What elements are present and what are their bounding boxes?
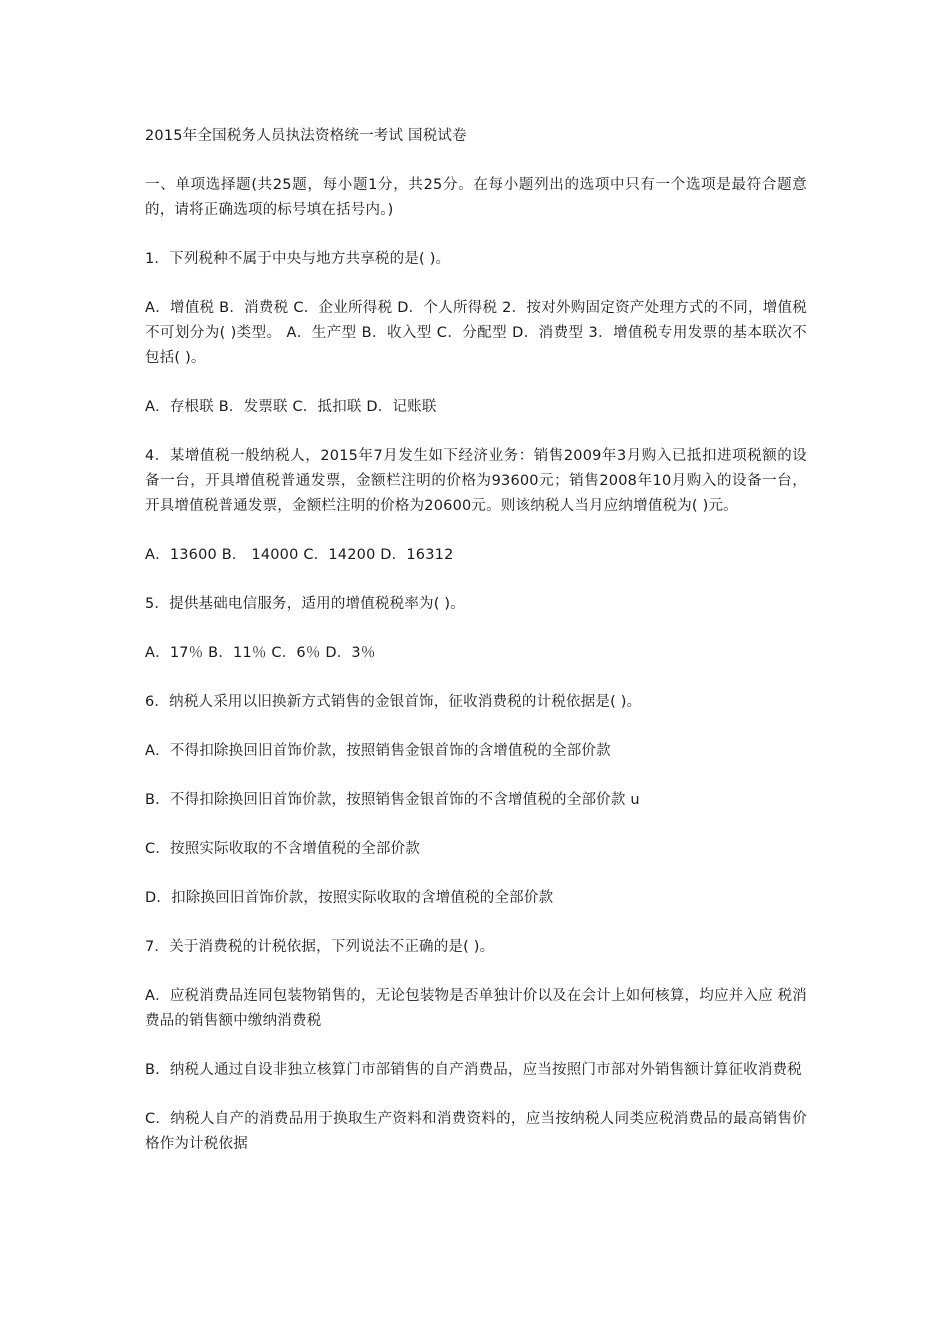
question-6: 6．纳税人采用以旧换新方式销售的金银首饰，征收消费税的计税依据是( )。 xyxy=(145,694,642,710)
question-6-option-c: C．按照实际收取的不含增值税的全部价款 xyxy=(145,841,420,857)
question-4-options: A．13600 B． 14000 C．14200 D．16312 xyxy=(145,547,454,563)
question-7: 7．关于消费税的计税依据，下列说法不正确的是( )。 xyxy=(145,939,495,955)
question-6-option-a: A．不得扣除换回旧首饰价款，按照销售金银首饰的含增值税的全部价款 xyxy=(145,743,611,759)
question-1-3-options: A．增值税 B．消费税 C．企业所得税 D．个人所得税 2．按对外购固定资产处理方式的不同，增值税不可划分为( )类型。 A．生产型 B．收入型 C．分配型 D．消费型 3．增值税专用发票的基本联次不包括( )。 xyxy=(145,300,807,366)
question-1: 1．下列税种不属于中央与地方共享税的是( )。 xyxy=(145,251,451,267)
question-6-option-b: B．不得扣除换回旧首饰价款，按照销售金银首饰的不含增值税的全部价款 u xyxy=(145,792,640,808)
question-7-option-a: A．应税消费品连同包装物销售的，无论包装物是否单独计价以及在会计上如何核算，均应并入应 税消费品的销售额中缴纳消费税 xyxy=(145,988,807,1029)
document-title: 2015年全国税务人员执法资格统一考试 国税试卷 xyxy=(145,128,467,144)
question-6-option-d: D．扣除换回旧首饰价款，按照实际收取的含增值税的全部价款 xyxy=(145,890,554,906)
question-5-options: A．17％ B．11％ C．6％ D．3％ xyxy=(145,645,376,661)
question-3-options: A．存根联 B．发票联 C．抵扣联 D．记账联 xyxy=(145,399,437,415)
section-heading: 一、单项选择题(共25题，每小题1分，共25分。在每小题列出的选项中只有一个选项是最符合题意的，请将正确选项的标号填在括号内。) xyxy=(145,177,807,218)
question-4: 4．某增值税一般纳税人，2015年7月发生如下经济业务：销售2009年3月购入已抵扣进项税额的设备一台，开具增值税普通发票，金额栏注明的价格为93600元；销售2008年10月购入的设备一台，开具增值税普通发票，金额栏注明的价格为20600元。则该纳税人当月应纳增值税为( )元。 xyxy=(145,448,807,514)
question-5: 5．提供基础电信服务，适用的增值税税率为( )。 xyxy=(145,596,465,612)
document-body xyxy=(145,124,807,1181)
question-7-option-b: B．纳税人通过自设非独立核算门市部销售的自产消费品，应当按照门市部对外销售额计算征收消费税 xyxy=(145,1062,802,1078)
question-7-option-c: C．纳税人自产的消费品用于换取生产资料和消费资料的，应当按纳税人同类应税消费品的最高销售价格作为计税依据 xyxy=(145,1111,807,1152)
